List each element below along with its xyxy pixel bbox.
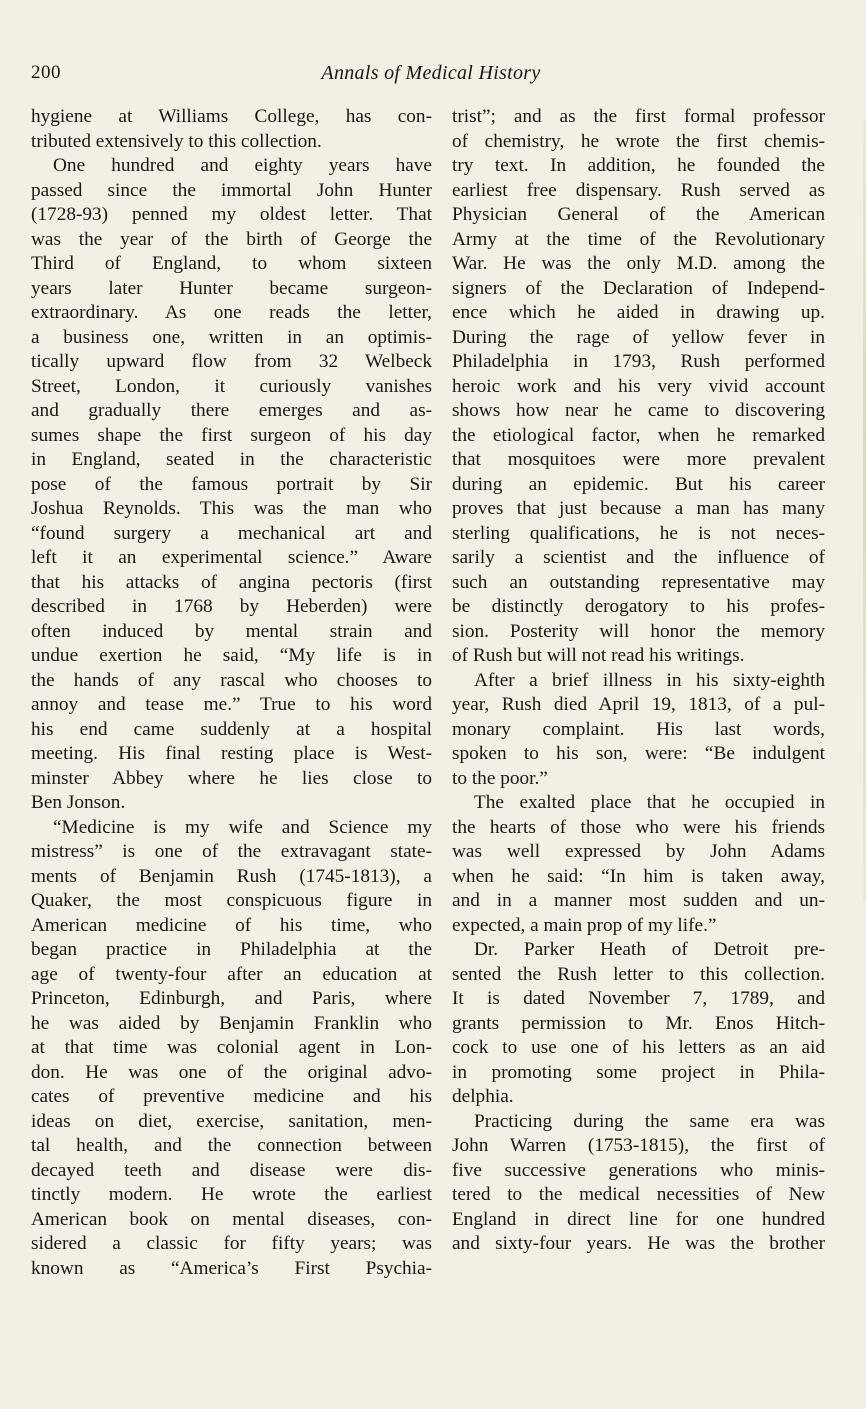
- page-header: [31, 62, 831, 92]
- text-line: During the rage of yellow fever in: [452, 326, 825, 348]
- left-text-column: [31, 105, 432, 1281]
- text-line: minster Abbey where he lies close to: [31, 767, 432, 789]
- text-line: sarily a scientist and the influence of: [452, 547, 825, 568]
- text-line: of Rush but will not read his writings.: [452, 645, 745, 666]
- text-line: Street, London, it curiously vanishes: [31, 375, 432, 397]
- text-line: proves that just because a man has many: [452, 498, 825, 519]
- text-line: spoken to his son, were: “Be indulgent: [452, 743, 825, 764]
- text-line: in promoting some project in Phila-: [452, 1061, 825, 1083]
- text-line: earliest free dispensary. Rush served as: [452, 179, 825, 201]
- text-line: during an epidemic. But his career: [452, 473, 825, 495]
- text-line: Third of England, to whom sixteen: [31, 253, 432, 274]
- text-line: sterling qualifications, he is not neces-: [452, 522, 825, 544]
- text-line: mistress” is one of the extravagant state-: [31, 841, 432, 862]
- text-line: age of twenty-four after an education at: [31, 963, 432, 985]
- text-line: he was aided by Benjamin Franklin who: [31, 1012, 432, 1034]
- text-line: expected, a main prop of my life.”: [452, 914, 717, 936]
- text-line: Joshua Reynolds. This was the man who: [31, 498, 432, 519]
- text-line: sidered a classic for fifty years; was: [31, 1233, 432, 1254]
- text-line: cates of preventive medicine and his: [31, 1086, 432, 1107]
- text-line: Quaker, the most conspicuous figure in: [31, 890, 432, 911]
- text-line: years later Hunter became surgeon-: [31, 277, 432, 299]
- text-line: shows how near he came to discovering: [452, 400, 825, 421]
- text-line: when he said: “In him is taken away,: [452, 865, 825, 887]
- text-line: tically upward flow from 32 Welbeck: [31, 351, 432, 372]
- text-line: hygiene at Williams College, has con-: [31, 106, 432, 127]
- text-line: year, Rush died April 19, 1813, of a pul-: [452, 694, 825, 715]
- text-line: tered to the medical necessities of New: [452, 1184, 825, 1205]
- text-line: (1728-93) penned my oldest letter. That: [31, 204, 432, 225]
- text-line: “Medicine is my wife and Science my: [53, 816, 432, 838]
- text-line: often induced by mental strain and: [31, 620, 432, 642]
- text-line: tinctly modern. He wrote the earliest: [31, 1184, 432, 1205]
- text-line: the hearts of those who were his friends: [452, 816, 825, 838]
- text-line: and in a manner most sudden and un-: [452, 890, 825, 911]
- text-line: England in direct line for one hundred: [452, 1208, 825, 1230]
- text-line: five successive generations who minis-: [452, 1159, 825, 1181]
- text-line: grants permission to Mr. Enos Hitch-: [452, 1012, 825, 1034]
- text-line: sumes shape the first surgeon of his day: [31, 424, 432, 446]
- text-line: “found surgery a mechanical art and: [31, 522, 432, 544]
- text-line: his end came suddenly at a hospital: [31, 718, 432, 740]
- text-line: that his attacks of angina pectoris (first: [31, 571, 432, 593]
- right-text-column: [452, 105, 825, 1257]
- text-line: extraordinary. As one reads the letter,: [31, 302, 432, 323]
- text-line: described in 1768 by Heberden) were: [31, 596, 432, 617]
- text-line: tal health, and the connection between: [31, 1135, 432, 1156]
- text-line: to the poor.”: [452, 767, 548, 789]
- text-line: John Warren (1753-1815), the first of: [452, 1135, 825, 1156]
- text-line: of chemistry, he wrote the first chemis-: [452, 130, 825, 152]
- text-line: passed since the immortal John Hunter: [31, 179, 432, 201]
- text-line: decayed teeth and disease were dis-: [31, 1159, 432, 1181]
- text-line: the hands of any rascal who chooses to: [31, 669, 432, 691]
- page-number: 200: [31, 62, 61, 83]
- text-line: Philadelphia in 1793, Rush performed: [452, 351, 825, 372]
- text-line: tributed extensively to this collection.: [31, 130, 322, 152]
- text-line: such an outstanding representative may: [452, 571, 825, 593]
- text-line: that mosquitoes were more prevalent: [452, 449, 825, 470]
- text-line: Practicing during the same era was: [474, 1110, 825, 1132]
- text-line: cock to use one of his letters as an aid: [452, 1037, 825, 1058]
- text-line: War. He was the only M.D. among the: [452, 253, 825, 274]
- text-line: sion. Posterity will honor the memory: [452, 620, 825, 642]
- text-line: was the year of the birth of George the: [31, 228, 432, 250]
- text-line: annoy and tease me.” True to his word: [31, 694, 432, 715]
- text-line: and gradually there emerges and as-: [31, 400, 432, 421]
- text-line: known as “America’s First Psychia-: [31, 1257, 432, 1279]
- text-line: try text. In addition, he founded the: [452, 155, 825, 176]
- text-line: American book on mental diseases, con-: [31, 1208, 432, 1230]
- text-line: Ben Jonson.: [31, 792, 126, 813]
- text-line: ideas on diet, exercise, sanitation, men-: [31, 1110, 432, 1132]
- text-line: at that time was colonial agent in Lon-: [31, 1037, 432, 1058]
- text-line: Physician General of the American: [452, 204, 825, 225]
- text-line: Dr. Parker Heath of Detroit pre-: [474, 939, 825, 960]
- text-line: a business one, written in an optimis-: [31, 326, 432, 348]
- text-line: left it an experimental science.” Aware: [31, 547, 432, 568]
- text-line: ments of Benjamin Rush (1745-1813), a: [31, 865, 432, 887]
- text-line: don. He was one of the original advo-: [31, 1061, 432, 1083]
- text-line: Army at the time of the Revolutionary: [452, 228, 825, 250]
- text-line: heroic work and his very vivid account: [452, 375, 825, 397]
- text-line: signers of the Declaration of Independ-: [452, 277, 825, 299]
- text-line: began practice in Philadelphia at the: [31, 939, 432, 960]
- text-line: was well expressed by John Adams: [452, 841, 825, 862]
- text-line: One hundred and eighty years have: [53, 155, 432, 176]
- text-line: trist”; and as the first formal professor: [452, 106, 825, 127]
- text-line: pose of the famous portrait by Sir: [31, 473, 432, 495]
- text-line: the etiological factor, when he remarked: [452, 424, 825, 446]
- text-line: monary complaint. His last words,: [452, 718, 825, 740]
- running-title: Annals of Medical History: [321, 62, 541, 84]
- text-line: in England, seated in the characteristic: [31, 449, 432, 470]
- text-line: be distinctly derogatory to his profes-: [452, 596, 825, 617]
- text-line: undue exertion he said, “My life is in: [31, 645, 432, 666]
- text-line: The exalted place that he occupied in: [474, 792, 825, 813]
- text-line: delphia.: [452, 1086, 514, 1107]
- text-line: ence which he aided in drawing up.: [452, 302, 825, 323]
- text-line: After a brief illness in his sixty-eighth: [474, 669, 825, 691]
- text-line: and sixty-four years. He was the brother: [452, 1233, 825, 1254]
- text-line: American medicine of his time, who: [31, 914, 432, 936]
- text-line: sented the Rush letter to this collection.: [452, 963, 825, 985]
- text-line: meeting. His final resting place is West-: [31, 743, 432, 764]
- text-line: It is dated November 7, 1789, and: [452, 988, 825, 1009]
- text-line: Princeton, Edinburgh, and Paris, where: [31, 988, 432, 1009]
